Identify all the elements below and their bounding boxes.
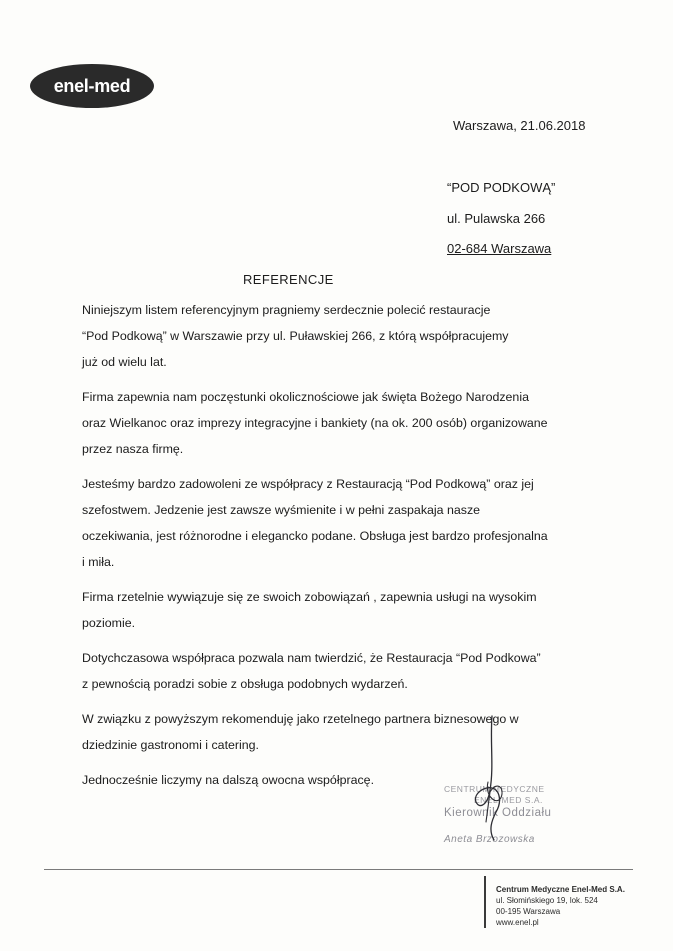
footer-street: ul. Słomińskiego 19, lok. 524 (496, 896, 598, 905)
letter-date: Warszawa, 21.06.2018 (453, 118, 586, 133)
paragraph: Firma zapewnia nam poczęstunki okolicznościowe jak święta Bożego Narodzenia oraz Wielkanoc oraz imprezy integracyjne i bankiety (na ok. 200 osób) organizowane przez nasza firmę. (82, 390, 548, 456)
paragraph: Dotychczasowa współpraca pozwala nam twierdzić, że Restauracja “Pod Podkowa” z pewnością poradzi sobie z obsługa podobnych wydarzeń. (82, 651, 541, 691)
footer-address (496, 884, 625, 928)
recipient-name: “POD PODKOWĄ” (447, 180, 556, 195)
paragraph: Jednocześnie liczymy na dalszą owocna współpracę. (82, 773, 375, 787)
stamp-line-4: Aneta Brzozowska (444, 834, 535, 845)
stamp-line-2: ENEL-MED S.A. (474, 795, 543, 805)
letter-title: REFERENCJE (243, 272, 334, 287)
recipient-street: ul. Pulawska 266 (447, 211, 546, 226)
handwritten-signature (440, 712, 540, 862)
recipient-city: 02-684 Warszawa (447, 241, 552, 256)
paragraph: W związku z powyższym rekomenduję jako rzetelnego partnera biznesowego w dziedzinie gastronomi i catering. (82, 712, 519, 752)
paragraph: Jesteśmy bardzo zadowoleni ze współpracy z Restauracją “Pod Podkową” oraz jej szefostwem. Jedzenie jest zawsze wyśmienite i w pełni zaspakaja nasze oczekiwania, jest różnorodne i elegancko podane. Obsługa jest bardzo profesjonalna i miła. (82, 477, 548, 569)
paragraph: Niniejszym listem referencyjnym pragniemy serdecznie polecić restauracje “Pod Podkową” w Warszawie przy ul. Puławskiej 266, z którą współpracujemy już od wielu lat. (82, 303, 509, 369)
footer-company: Centrum Medyczne Enel-Med S.A. (496, 885, 625, 894)
stamp-line-3: Kierownik Oddziału (444, 807, 552, 819)
footer-web: www.enel.pl (496, 918, 539, 927)
footer-accent-bar (484, 876, 486, 928)
paragraph: Firma rzetelnie wywiązuje się ze swoich zobowiązań , zapewnia usługi na wysokim poziomie. (82, 590, 537, 630)
enel-med-logo (30, 64, 154, 108)
footer-divider (44, 869, 633, 870)
logo-text: enel-med (53, 75, 131, 96)
footer-city: 00-195 Warszawa (496, 907, 561, 916)
stamp-line-1: CENTRUM MEDYCZNE (444, 784, 545, 794)
